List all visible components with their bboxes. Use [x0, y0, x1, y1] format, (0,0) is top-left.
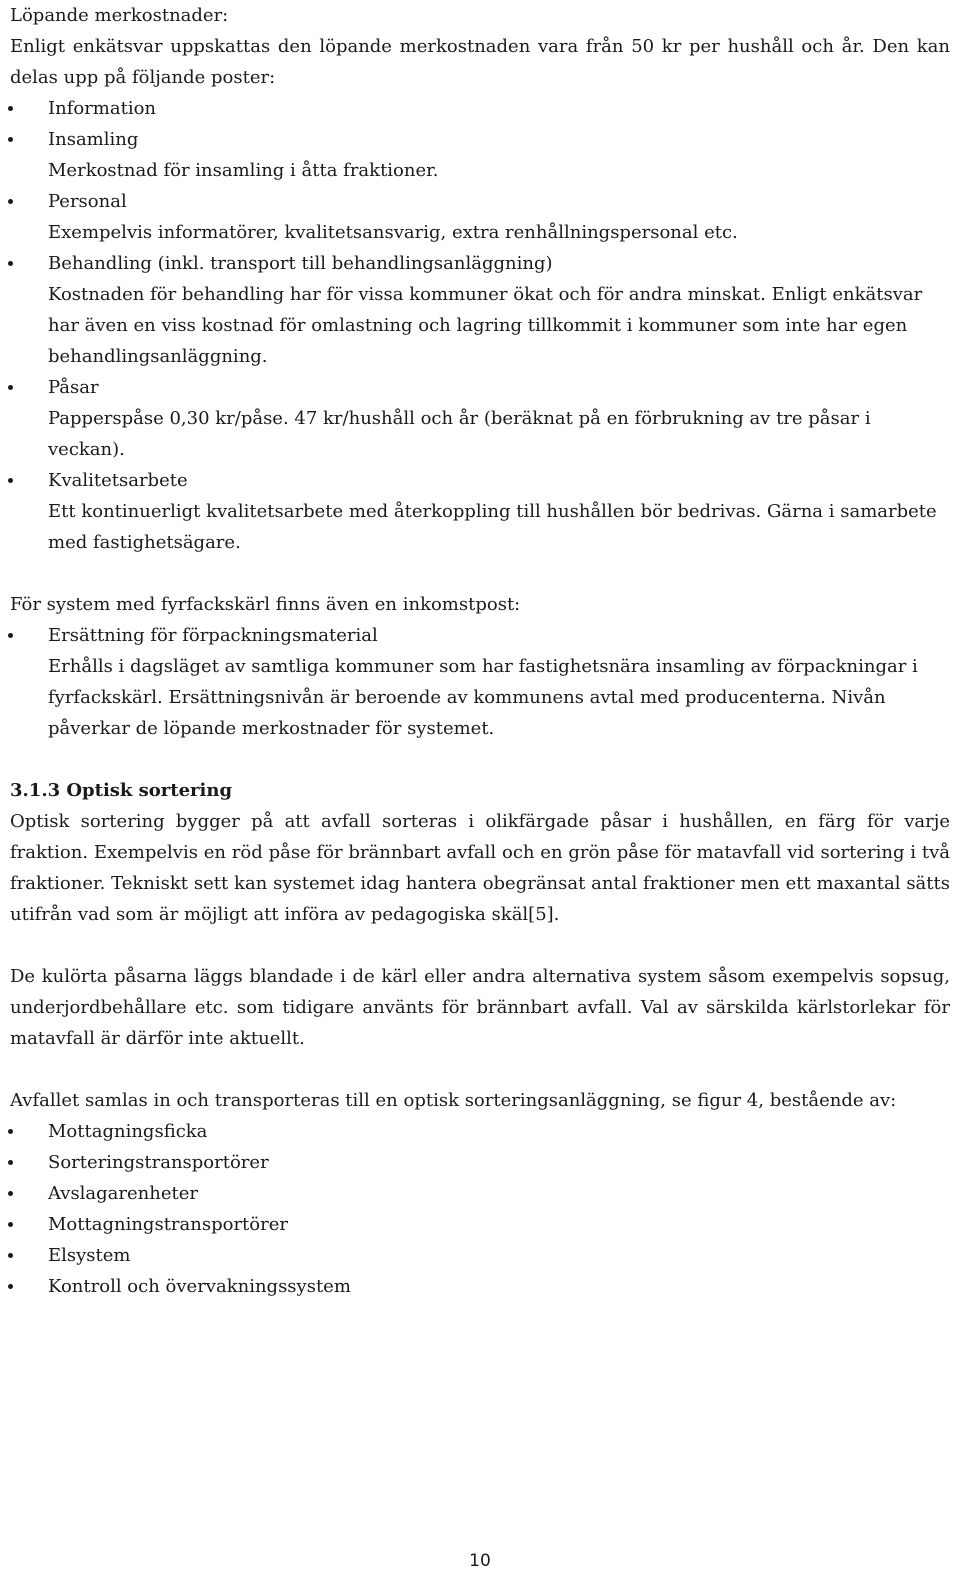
list-item — [10, 124, 950, 186]
document-page — [10, 0, 950, 1302]
optical-paragraph-2: De kulörta påsarna läggs blandade i de kärl eller andra alternativa system såsom exempelvis sopsug, underjordbehållare etc. som tidigare använts för brännbart avfall. Val av särskilda kärlstorlekar för matavfall är därför inte aktuellt. — [10, 966, 950, 1049]
list-item-description: Kostnaden för behandling har för vissa kommuner ökat och för andra minskat. Enligt enkätsvar har även en viss kostnad för omlastning och lagring tillkommit i kommuner som inte har egen behandlingsanläggning. — [48, 284, 923, 367]
list-item: Kontroll och övervakningssystem — [10, 1271, 950, 1302]
list-item — [10, 186, 950, 248]
list-item-description: Papperspåse 0,30 kr/påse. 47 kr/hushåll och år (beräknat på en förbrukning av tre påsar i veckan). — [48, 408, 871, 460]
list-item — [10, 248, 950, 372]
optical-components-list — [10, 1116, 950, 1302]
list-item-title: Kvalitetsarbete — [48, 470, 188, 491]
page-number: 10 — [469, 1551, 491, 1571]
list-item-title: Information — [48, 98, 157, 119]
spacer — [10, 558, 950, 589]
section-heading: 3.1.3 Optisk sortering — [10, 780, 233, 801]
list-item-title: Insamling — [48, 129, 139, 150]
list-item-title: Ersättning för förpackningsmaterial — [48, 625, 378, 646]
list-item-description: Ett kontinuerligt kvalitetsarbete med återkoppling till hushållen bör bedrivas. Gärna i samarbete med fastighetsägare. — [48, 501, 937, 553]
list-item: Avslagarenheter — [10, 1178, 950, 1209]
list-item-title: Personal — [48, 191, 127, 212]
list-item — [10, 93, 950, 124]
running-costs-intro: Enligt enkätsvar uppskattas den löpande merkostnaden vara från 50 kr per hushåll och år. Den kan delas upp på följande poster: — [10, 36, 950, 88]
optical-paragraph-3: Avfallet samlas in och transporteras till en optisk sorteringsanläggning, se figur 4, bestående av: — [10, 1090, 897, 1111]
list-item-description: Merkostnad för insamling i åtta fraktioner. — [48, 160, 439, 181]
list-item — [10, 620, 950, 744]
optical-paragraph-1: Optisk sortering bygger på att avfall sorteras i olikfärgade påsar i hushållen, en färg för varje fraktion. Exempelvis en röd påse för brännbart avfall och en grön påse för matavfall vid sortering i två fraktioner. Tekniskt sett kan systemet idag hantera obegränsat antal fraktioner men ett maxantal sätts utifrån vad som är möjligt att införa av pedagogiska skäl[5]. — [10, 811, 950, 925]
list-item-description: Exempelvis informatörer, kvalitetsansvarig, extra renhållningspersonal etc. — [48, 222, 738, 243]
list-item: Mottagningstransportörer — [10, 1209, 950, 1240]
list-item-title: Behandling (inkl. transport till behandlingsanläggning) — [48, 253, 553, 274]
list-item — [10, 465, 950, 558]
income-intro: För system med fyrfackskärl finns även en inkomstpost: — [10, 594, 521, 615]
running-costs-heading: Löpande merkostnader: — [10, 5, 229, 26]
spacer — [10, 930, 950, 961]
list-item: Sorteringstransportörer — [10, 1147, 950, 1178]
list-item-title: Påsar — [48, 377, 99, 398]
list-item-description: Erhålls i dagsläget av samtliga kommuner som har fastighetsnära insamling av förpackningar i fyrfackskärl. Ersättningsnivån är beroende av kommunens avtal med producenterna. Nivån påverkar de löpande merkostnader för systemet. — [48, 656, 918, 739]
income-list — [10, 620, 950, 744]
list-item — [10, 372, 950, 465]
list-item: Mottagningsficka — [10, 1116, 950, 1147]
spacer — [10, 744, 950, 775]
list-item: Elsystem — [10, 1240, 950, 1271]
running-costs-list — [10, 93, 950, 558]
spacer — [10, 1054, 950, 1085]
